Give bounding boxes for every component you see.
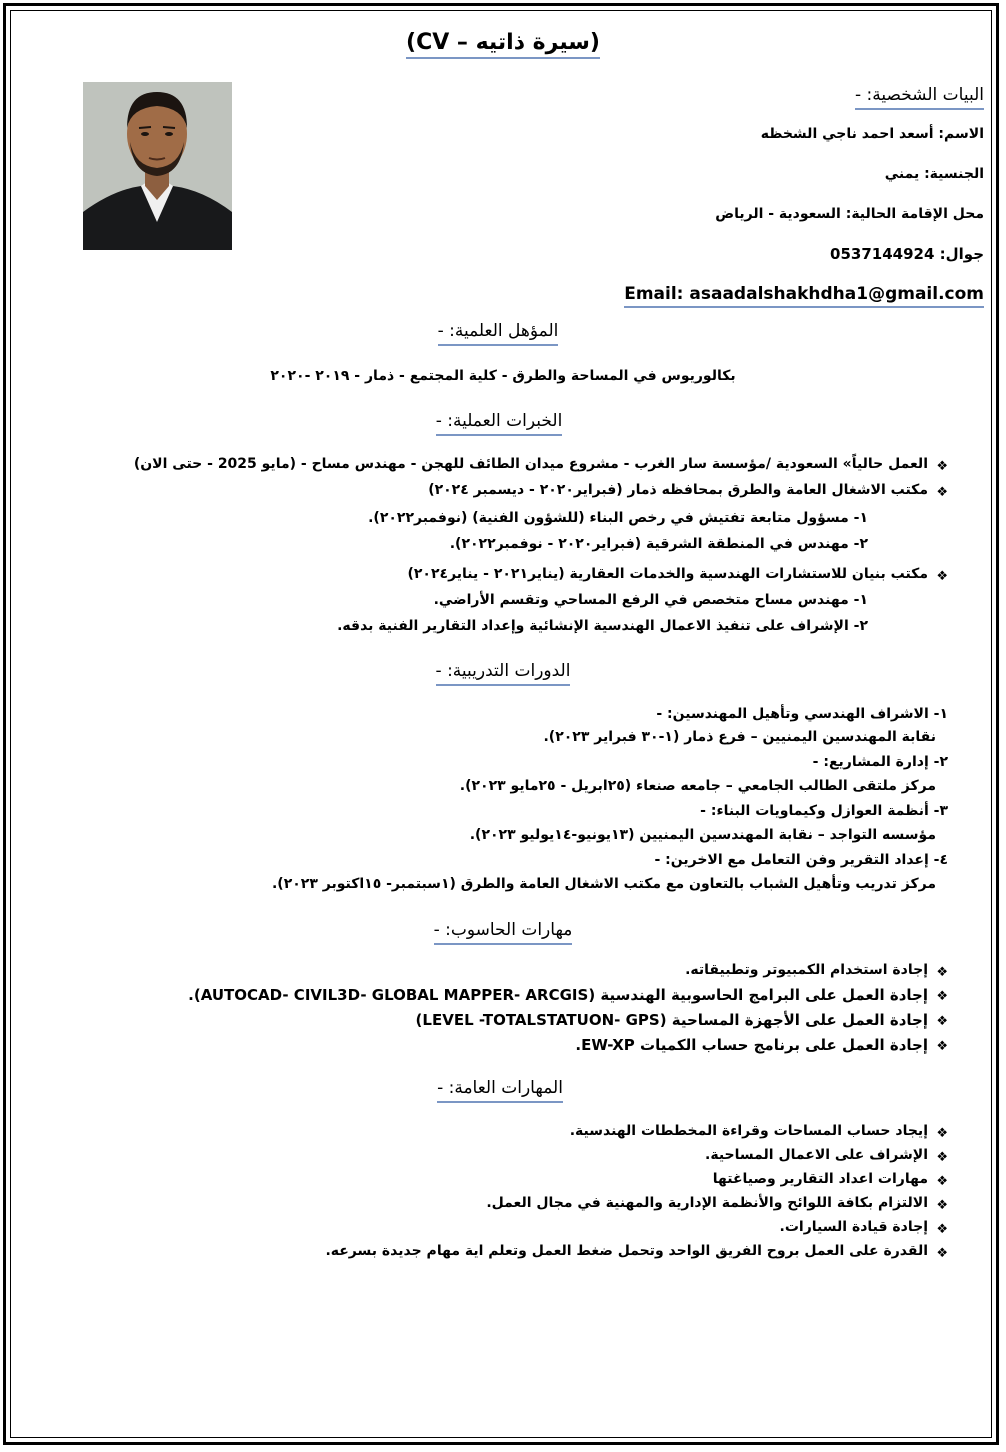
bullet-icon: ❖ — [936, 1222, 948, 1237]
bullet-icon: ❖ — [936, 1014, 948, 1029]
experience-item: مكتب الاشغال العامة والطرق بمحافظه ذمار (فبراير٢٠٢٠ - ديسمبر ٢٠٢٤) — [428, 482, 928, 498]
general-skill: مهارات اعداد التقارير وصياغتها — [712, 1171, 928, 1187]
courses-heading: الدورات التدريبية: - — [0, 661, 1006, 681]
bullet-icon: ❖ — [936, 459, 948, 474]
course-title: ٣- أنظمة العوازل وكيماويات البناء: - — [700, 803, 948, 819]
bullet-icon: ❖ — [936, 1246, 948, 1261]
bullet-icon: ❖ — [936, 1198, 948, 1213]
education-heading: المؤهل العلمية: - — [0, 321, 1006, 341]
experience-subitem: ١- مسؤول متابعة تفتيش في رخص البناء (للشؤون الفنية) (نوفمبر٢٠٢٢). — [368, 510, 868, 526]
computer-skill: إجادة استخدام الكمبيوتر وتطبيقاته. — [685, 962, 928, 978]
residence-line: محل الإقامة الحالية: السعودية - الرياض — [715, 206, 984, 222]
bullet-icon: ❖ — [936, 569, 948, 584]
experience-subitem: ٢- مهندس في المنطقة الشرقية (فبراير٢٠٢٠ - نوفمبر٢٠٢٢). — [449, 536, 868, 552]
bullet-icon: ❖ — [936, 1039, 948, 1054]
course-detail: نقابة المهندسين اليمنيين – فرع ذمار (١-٣٠ فبراير ٢٠٢٣). — [543, 729, 936, 745]
bullet-icon: ❖ — [936, 485, 948, 500]
course-detail: مؤسسه التواجد – نقابة المهندسين اليمنيين (١٣يونيو-١٤يوليو ٢٠٢٣). — [469, 827, 936, 843]
course-detail: مركز تدريب وتأهيل الشباب بالتعاون مع مكتب الاشغال العامة والطرق (١سبتمبر- ١٥اكتوبر ٢٠٢٣). — [271, 876, 936, 892]
experience-item: مكتب بنيان للاستشارات الهندسية والخدمات العقارية (يناير٢٠٢١ - يناير٢٠٢٤) — [407, 566, 928, 582]
education-line: بكالوريوس في المساحة والطرق - كلية المجتمع - ذمار - ٢٠١٩ -٢٠٢٠ — [270, 368, 736, 384]
computer-skill: إجادة العمل على البرامج الحاسوبية الهندسية (AUTOCAD- CIVIL3D- GLOBAL MAPPER- ARCGIS). — [188, 986, 928, 1004]
experience-subitem: ١- مهندس مساح متخصص في الرفع المساحي وتقسم الأراضي. — [433, 592, 868, 608]
general-skill: القدرة على العمل بروح الفريق الواحد وتحمل ضغط العمل وتعلم اية مهام جديدة بسرعه. — [325, 1243, 928, 1259]
cv-title: (سيرة ذاتيه – CV) — [0, 30, 1006, 55]
name-line: الاسم: أسعد احمد ناجي الشخظه — [760, 126, 984, 142]
profile-photo — [83, 82, 232, 250]
bullet-icon: ❖ — [936, 1150, 948, 1165]
course-title: ٢- إدارة المشاريع: - — [812, 754, 948, 770]
general-skill: الالتزام بكافة اللوائح والأنظمة الإدارية والمهنية في مجال العمل. — [486, 1195, 928, 1211]
bullet-icon: ❖ — [936, 1126, 948, 1141]
bullet-icon: ❖ — [936, 989, 948, 1004]
bullet-icon: ❖ — [936, 1174, 948, 1189]
experience-subitem: ٢- الإشراف على تنفيذ الاعمال الهندسية الإنشائية وإعداد التقارير الفنية بدقه. — [337, 618, 868, 634]
email-line: Email: asaadalshakhdha1@gmail.com — [624, 284, 984, 308]
course-title: ١- الاشراف الهندسي وتأهيل المهندسين: - — [656, 706, 948, 722]
bullet-icon: ❖ — [936, 965, 948, 980]
course-detail: مركز ملتقى الطالب الجامعي – جامعه صنعاء (٢٥ابريل - ٢٥مايو ٢٠٢٣). — [459, 778, 936, 794]
experience-item: العمل حالياً» السعودية /مؤسسة سار الغرب - مشروع ميدان الطائف للهجن - مهندس مساح - (مايو 2025 - حتى الان) — [133, 456, 928, 472]
general-skill: إجادة قيادة السيارات. — [779, 1219, 928, 1235]
course-title: ٤- إعداد التقرير وفن التعامل مع الاخرين: - — [654, 852, 948, 868]
experience-heading: الخبرات العملية: - — [0, 411, 1006, 431]
personal-heading: البيات الشخصية: - — [855, 85, 984, 105]
computer-skill: إجادة العمل على الأجهزة المساحية (LEVEL -TOTALSTATUON- GPS) — [415, 1011, 928, 1029]
phone-line: جوال: 0537144924 — [830, 245, 984, 263]
computer-heading: مهارات الحاسوب: - — [0, 920, 1006, 940]
general-heading: المهارات العامة: - — [0, 1078, 1006, 1098]
general-skill: إيجاد حساب المساحات وقراءة المخططات الهندسية. — [569, 1123, 928, 1139]
nationality-line: الجنسية: يمني — [884, 166, 984, 182]
computer-skill: إجادة العمل على برنامج حساب الكميات EW-XP. — [575, 1036, 928, 1054]
general-skill: الإشراف على الاعمال المساحية. — [705, 1147, 928, 1163]
